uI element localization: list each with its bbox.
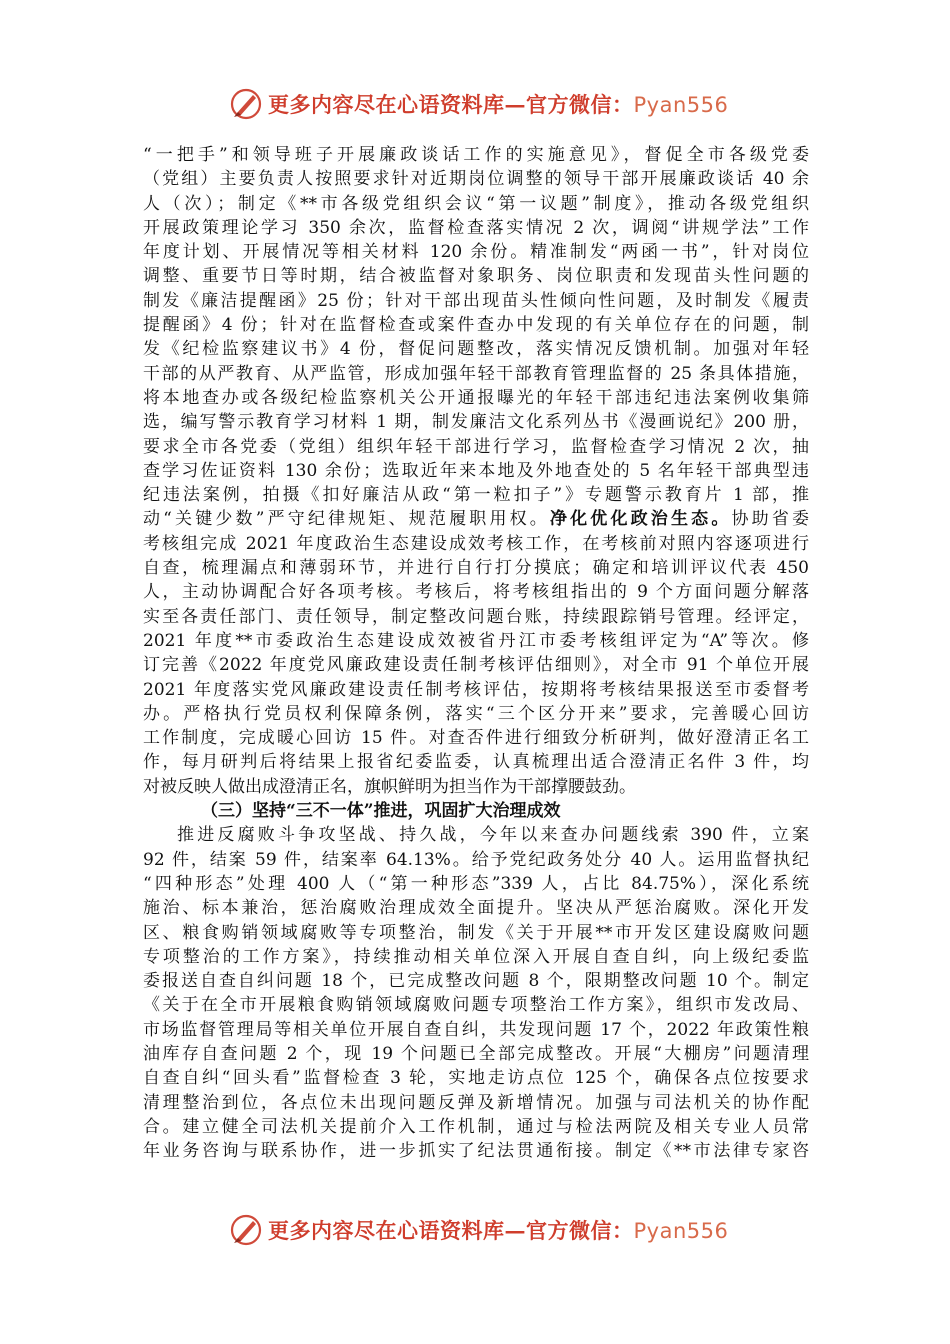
text-line: （党组）主要负责人按照要求针对近期岗位调整的领导干部开展廉政谈话 40 余: [143, 169, 809, 190]
text-line: 油库存自查问题 2 个，现 19 个问题已全部完成整改。开展“大棚房”问题清理: [143, 1043, 809, 1064]
text-line: 年度计划、开展情况等相关材料 120 余份。精准制发“两函一书”，针对岗位: [143, 242, 809, 263]
text-line: 自查，梳理漏点和薄弱环节，并进行自行打分摸底；确定和培训评议代表 450: [143, 558, 809, 579]
text-line: 发《纪检监察建议书》4 份，督促问题整改，落实情况反馈机制。加强对年轻: [143, 339, 809, 360]
bold-subheading: 净化优化政治生态。: [549, 509, 732, 530]
text-line: 《关于在全市开展粮食购销领域腐败问题专项整治工作方案》，组织市发改局、: [143, 995, 809, 1016]
text-line: 2021 年度**市委政治生态建设成效被省丹江市委考核组评定为“A”等次。修: [143, 630, 809, 651]
text-line: “一把手”和领导班子开展廉政谈话工作的实施意见》，督促全市各级党委: [143, 145, 809, 165]
text-line: 纪违法案例，拍摄《扣好廉洁从政“第一粒扣子”》专题警示教育片 1 部，推: [143, 485, 809, 506]
text-line: 市场监督管理局等相关单位开展自查自纠，共发现问题 17 个，2022 年政策性粮: [143, 1019, 809, 1040]
text-line: 年业务咨询与联系协作，进一步抓实了纪法贯通衔接。制定《**市法律专家咨: [143, 1141, 809, 1162]
text-line: 2021 年度落实党风廉政建设责任制考核评估，按期将考核结果报送至市委督考: [143, 679, 809, 700]
text-line: 专项整治的工作方案》，持续推动相关单位深入开展自查自纠，向上级纪委监: [143, 946, 809, 967]
text-line: 制发《廉洁提醒函》25 份；针对干部出现苗头性倾向性问题，及时制发《履责: [143, 290, 809, 311]
text-line: 自查自纠“回头看”监督检查 3 轮，实地走访点位 125 个，确保各点位按要求: [143, 1068, 809, 1089]
text-line: 要求全市各党委（党组）组织年轻干部进行学习，监督检查学习情况 2 次，抽: [143, 436, 809, 457]
text-line: 清理整治到位，各点位未出现问题反弹及新增情况。加强与司法机关的协作配: [143, 1092, 809, 1113]
text-line: 委报送自查自纠问题 18 个，已完成整改问题 8 个，限期整改问题 10 个。制定: [143, 971, 809, 992]
text-line: 人（次）；制定《**市各级党组织会议“第一议题”制度》，推动各级党组织: [143, 193, 809, 214]
text-line: 提醒函》4 份；针对在监督检查或案件查办中发现的有关单位存在的问题，制: [143, 315, 809, 336]
document-body: [143, 143, 809, 1163]
text-line: 将本地查办或各级纪检监察机关公开通报曝光的年轻干部违纪违法案例收集筛: [143, 387, 809, 408]
text-line: 实至各责任部门、责任领导，制定整改问题台账，持续跟踪销号管理。经评定，: [143, 606, 809, 627]
text-line: 订完善《2022 年度党风廉政建设责任制考核评估细则》，对全市 91 个单位开展: [143, 655, 809, 676]
paragraph-first-line: 推进反腐败斗争攻坚战、持久战，今年以来查办问题线索 390 件，立案: [177, 825, 809, 846]
text-line: “四种形态”处理 400 人（“第一种形态”339 人，占比 84.75%），深化系统: [143, 873, 809, 894]
text-line: 开展政策理论学习 350 余次，监督检查落实情况 2 次，调阅“讲规学法”工作: [143, 217, 809, 238]
watermark-text-bottom: [268, 1215, 728, 1245]
watermark-banner-bottom: [228, 1210, 728, 1250]
watermark-text-top: [268, 89, 728, 119]
text-line: 办。严格执行党员权利保障条例，落实“三个区分开来”要求，完善暖心回访: [143, 703, 809, 724]
text-line: 干部的从严教育、从严监管，形成加强年轻干部教育管理监督的 25 条具体措施，: [143, 363, 809, 384]
wechat-id: Pyan556: [633, 1219, 729, 1243]
text-run: 协助省委: [731, 509, 809, 530]
text-line: 调整、重要节日等时期，结合被监督对象职务、岗位职责和发现苗头性问题的: [143, 266, 809, 287]
text-line: 对被反映人做出成澄清正名，旗帜鲜明为担当作为干部撑腰鼓劲。: [143, 776, 636, 797]
watermark-banner-top: [228, 84, 728, 124]
text-line: 区、粮食购销领域腐败等专项整治，制发《关于开展**市开发区建设腐败问题: [143, 922, 809, 943]
pen-logo-icon: [228, 1212, 264, 1248]
text-line-mixed: [143, 507, 809, 531]
text-line: 施治、标本兼治，惩治腐败治理成效全面提升。坚决从严惩治腐败。深化开发: [143, 898, 809, 919]
text-line: 92 件，结案 59 件，结案率 64.13%。给予党纪政务处分 40 人。运用监督执纪: [143, 849, 809, 870]
text-line: 工作制度，完成暖心回访 15 件。对查否件进行细致分析研判，做好澄清正名工: [143, 728, 809, 749]
watermark-label: 更多内容尽在心语资料库—官方微信：: [268, 92, 634, 117]
watermark-label: 更多内容尽在心语资料库—官方微信：: [268, 1218, 634, 1243]
text-line: 人，主动协调配合好各项考核。考核后，将考核组指出的 9 个方面问题分解落: [143, 582, 809, 603]
text-run: 动“关键少数”严守纪律规矩、规范履职用权。: [143, 509, 550, 530]
text-line: 作，每月研判后将结果上报省纪委监委，认真梳理出适合澄清正名件 3 件，均: [143, 752, 809, 773]
text-line: 合。建立健全司法机关提前介入工作机制，通过与检法两院及相关专业人员常: [143, 1116, 809, 1137]
text-line: 选，编写警示教育学习材料 1 期，制发廉洁文化系列丛书《漫画说纪》200 册，: [143, 412, 809, 433]
text-line: 查学习佐证资料 130 余份；选取近年来本地及外地查处的 5 名年轻干部典型违: [143, 460, 809, 481]
section-heading: （三）坚持“三不一体”推进，巩固扩大治理成效: [201, 801, 561, 822]
pen-logo-icon: [228, 86, 264, 122]
wechat-id: Pyan556: [633, 93, 729, 117]
text-line: 考核组完成 2021 年度政治生态建设成效考核工作，在考核前对照内容逐项进行: [143, 533, 809, 554]
